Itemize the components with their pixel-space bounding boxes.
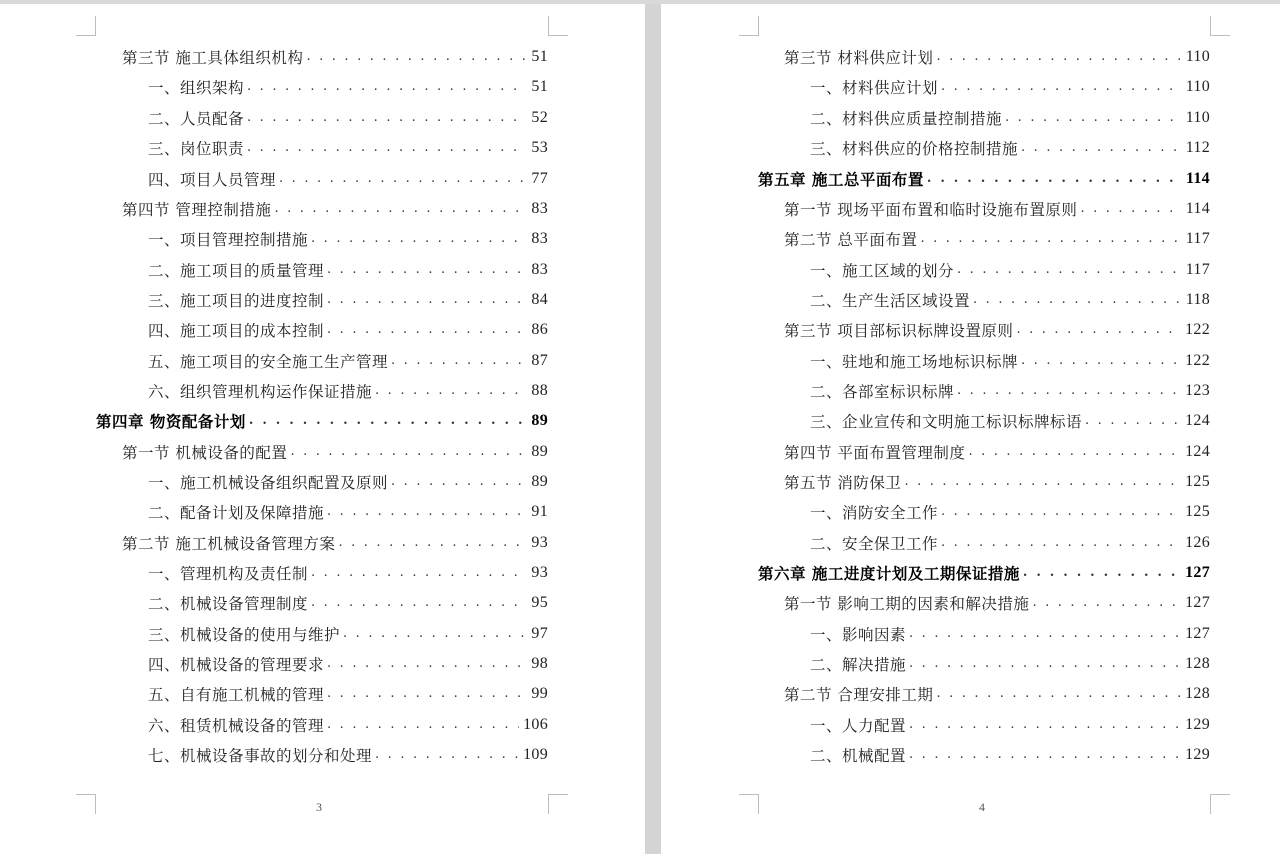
toc-leader-dots bbox=[941, 72, 1182, 102]
toc-leader-dots bbox=[957, 255, 1182, 285]
toc-entry[interactable] bbox=[784, 679, 1210, 709]
toc-entry-title: 七、机械设备事故的划分和处理 bbox=[148, 747, 373, 766]
margin-corner-top-left bbox=[739, 16, 759, 36]
toc-entry[interactable] bbox=[148, 558, 548, 588]
toc-entry[interactable] bbox=[122, 437, 548, 467]
toc-entry-title: 六、组织管理机构运作保证措施 bbox=[148, 382, 373, 401]
toc-entry[interactable] bbox=[148, 619, 548, 649]
margin-corner-bottom-left bbox=[76, 794, 96, 814]
toc-entry-title: 一、人力配置 bbox=[810, 716, 907, 735]
toc-entry[interactable] bbox=[810, 103, 1210, 133]
toc-leader-dots bbox=[1080, 194, 1181, 224]
toc-entry[interactable] bbox=[758, 163, 1210, 193]
toc-entry[interactable] bbox=[148, 103, 548, 133]
toc-entry-page: 77 bbox=[531, 169, 548, 187]
toc-entry-page: 106 bbox=[523, 715, 548, 733]
toc-leader-dots bbox=[327, 649, 527, 679]
page-gutter bbox=[645, 4, 661, 854]
toc-leader-dots bbox=[941, 497, 1181, 527]
toc-entry-page: 51 bbox=[531, 48, 548, 66]
toc-entry-title: 一、施工区域的划分 bbox=[810, 261, 955, 280]
toc-entry-title: 二、安全保卫工作 bbox=[810, 534, 939, 553]
toc-entry-page: 124 bbox=[1185, 442, 1210, 460]
toc-entry-title: 第一节 机械设备的配置 bbox=[122, 443, 288, 462]
toc-entry-page: 125 bbox=[1185, 473, 1210, 491]
toc-entry[interactable] bbox=[148, 72, 548, 102]
page-number: 3 bbox=[316, 800, 322, 814]
toc-entry-page: 129 bbox=[1185, 746, 1210, 764]
toc-leader-dots bbox=[249, 406, 527, 436]
toc-leader-dots bbox=[968, 437, 1181, 467]
toc-entry-title: 第三节 项目部标识标牌设置原则 bbox=[784, 322, 1014, 341]
toc-entry-page: 83 bbox=[531, 199, 548, 217]
toc-entry-page: 98 bbox=[531, 655, 548, 673]
toc-entry-title: 二、材料供应质量控制措施 bbox=[810, 109, 1003, 128]
margin-corner-top-right bbox=[1210, 16, 1230, 36]
toc-entry-title: 三、施工项目的进度控制 bbox=[148, 291, 325, 310]
toc-entry-page: 117 bbox=[1185, 260, 1210, 278]
toc-leader-dots bbox=[290, 437, 527, 467]
toc-leader-dots bbox=[909, 619, 1181, 649]
toc-entry-title: 二、机械配置 bbox=[810, 747, 907, 766]
toc-leader-dots bbox=[1085, 406, 1181, 436]
toc-entry-page: 97 bbox=[531, 624, 548, 642]
toc-entry-title: 三、企业宣传和文明施工标识标牌标语 bbox=[810, 413, 1083, 432]
toc-entry-page: 127 bbox=[1185, 564, 1210, 582]
toc-entry[interactable] bbox=[810, 346, 1210, 376]
toc-entry[interactable] bbox=[148, 467, 548, 497]
toc-leader-dots bbox=[1032, 588, 1181, 618]
toc-entry[interactable] bbox=[122, 528, 548, 558]
toc-entry[interactable] bbox=[784, 42, 1210, 72]
toc-leader-dots bbox=[327, 497, 527, 527]
toc-entry-title: 一、施工机械设备组织配置及原则 bbox=[148, 474, 389, 493]
toc-entry[interactable] bbox=[148, 710, 548, 740]
toc-entry[interactable] bbox=[810, 285, 1210, 315]
toc-leader-dots bbox=[1021, 346, 1181, 376]
toc-entry-page: 99 bbox=[531, 685, 548, 703]
toc-entry-page: 114 bbox=[1185, 169, 1210, 187]
toc-leader-dots bbox=[327, 315, 527, 345]
toc-entry[interactable] bbox=[148, 346, 548, 376]
toc-entry[interactable] bbox=[122, 42, 548, 72]
toc-entry-page: 129 bbox=[1185, 715, 1210, 733]
toc-leader-dots bbox=[941, 528, 1181, 558]
toc-entry-page: 112 bbox=[1185, 139, 1210, 157]
toc-entry-title: 第二节 总平面布置 bbox=[784, 231, 918, 250]
toc-entry-title: 一、组织架构 bbox=[148, 79, 245, 98]
toc-leader-dots bbox=[327, 679, 527, 709]
toc-entry-title: 一、影响因素 bbox=[810, 625, 907, 644]
toc-entry[interactable] bbox=[148, 133, 548, 163]
toc-entry-page: 88 bbox=[531, 381, 548, 399]
toc-leader-dots bbox=[311, 558, 527, 588]
toc-entry-title: 一、消防安全工作 bbox=[810, 504, 939, 523]
toc-entry-page: 110 bbox=[1185, 108, 1210, 126]
toc-entry-page: 110 bbox=[1185, 48, 1210, 66]
toc-entry-page: 127 bbox=[1185, 594, 1210, 612]
toc-entry-title: 第四章 物资配备计划 bbox=[96, 412, 246, 432]
toc-entry[interactable] bbox=[148, 588, 548, 618]
toc-entry[interactable] bbox=[148, 679, 548, 709]
toc-entry-title: 第五章 施工总平面布置 bbox=[758, 169, 924, 189]
toc-entry[interactable] bbox=[122, 194, 548, 224]
toc-leader-dots bbox=[391, 346, 527, 376]
toc-leader-dots bbox=[306, 42, 527, 72]
margin-corner-bottom-right bbox=[1210, 794, 1230, 814]
toc-entry[interactable] bbox=[810, 649, 1210, 679]
toc-leader-dots bbox=[274, 194, 527, 224]
toc-entry-page: 93 bbox=[531, 564, 548, 582]
toc-entry[interactable] bbox=[810, 619, 1210, 649]
toc-leader-dots bbox=[1023, 558, 1181, 588]
toc-entry-page: 95 bbox=[531, 594, 548, 612]
toc-entry-page: 123 bbox=[1185, 381, 1210, 399]
toc-entry[interactable] bbox=[784, 194, 1210, 224]
toc-entry-title: 第三节 材料供应计划 bbox=[784, 49, 934, 68]
page-number: 4 bbox=[979, 800, 985, 814]
toc-entry[interactable] bbox=[148, 649, 548, 679]
toc-entry[interactable] bbox=[784, 224, 1210, 254]
toc-entry[interactable] bbox=[810, 740, 1210, 770]
toc-leader-dots bbox=[247, 133, 527, 163]
toc-entry-title: 二、施工项目的质量管理 bbox=[148, 261, 325, 280]
toc-entry-title: 第六章 施工进度计划及工期保证措施 bbox=[758, 564, 1020, 584]
toc-leader-dots bbox=[327, 710, 519, 740]
toc-leader-dots bbox=[1021, 133, 1182, 163]
toc-leader-dots bbox=[957, 376, 1181, 406]
toc-entry-page: 125 bbox=[1185, 503, 1210, 521]
toc-entry-page: 124 bbox=[1185, 412, 1210, 430]
toc-leader-dots bbox=[936, 679, 1181, 709]
toc-entry[interactable] bbox=[810, 133, 1210, 163]
toc-entry[interactable] bbox=[96, 406, 548, 436]
toc-entry-page: 89 bbox=[531, 412, 548, 430]
document-page-left bbox=[0, 4, 645, 854]
toc-entry-title: 五、自有施工机械的管理 bbox=[148, 686, 325, 705]
toc-entry-title: 三、材料供应的价格控制措施 bbox=[810, 140, 1019, 159]
toc-entry-title: 四、施工项目的成本控制 bbox=[148, 322, 325, 341]
toc-entry-title: 第五节 消防保卫 bbox=[784, 474, 902, 493]
toc-entry-title: 二、各部室标识标牌 bbox=[810, 382, 955, 401]
margin-corner-bottom-left bbox=[739, 794, 759, 814]
toc-leader-dots bbox=[247, 72, 527, 102]
toc-entry-page: 126 bbox=[1185, 533, 1210, 551]
toc-entry-title: 二、解决措施 bbox=[810, 656, 907, 675]
toc-leader-dots bbox=[391, 467, 527, 497]
toc-leader-dots bbox=[920, 224, 1181, 254]
toc-entry-title: 第一节 影响工期的因素和解决措施 bbox=[784, 595, 1030, 614]
toc-entry-title: 三、岗位职责 bbox=[148, 140, 245, 159]
toc-entry-page: 128 bbox=[1185, 655, 1210, 673]
toc-entry-page: 51 bbox=[531, 78, 548, 96]
toc-entry[interactable] bbox=[148, 285, 548, 315]
toc-entry[interactable] bbox=[810, 497, 1210, 527]
toc-entry-page: 114 bbox=[1185, 199, 1210, 217]
toc-entry-title: 一、管理机构及责任制 bbox=[148, 565, 309, 584]
toc-entry-page: 128 bbox=[1185, 685, 1210, 703]
toc-entry[interactable] bbox=[148, 376, 548, 406]
toc-leader-dots bbox=[927, 164, 1182, 194]
toc-leader-dots bbox=[973, 285, 1182, 315]
toc-leader-dots bbox=[909, 649, 1181, 679]
toc-entry[interactable] bbox=[810, 254, 1210, 284]
toc-entry-page: 118 bbox=[1185, 290, 1210, 308]
toc-entry-page: 117 bbox=[1185, 230, 1210, 248]
toc-entry-title: 五、施工项目的安全施工生产管理 bbox=[148, 352, 389, 371]
toc-entry-title: 第二节 施工机械设备管理方案 bbox=[122, 534, 336, 553]
toc-leader-dots bbox=[327, 285, 527, 315]
toc-entry-title: 二、人员配备 bbox=[148, 109, 245, 128]
toc-entry[interactable] bbox=[810, 72, 1210, 102]
toc-entry[interactable] bbox=[784, 437, 1210, 467]
toc-entry-title: 二、机械设备管理制度 bbox=[148, 595, 309, 614]
toc-entry-page: 84 bbox=[531, 290, 548, 308]
toc-entry-title: 一、项目管理控制措施 bbox=[148, 231, 309, 250]
toc-entry-page: 52 bbox=[531, 108, 548, 126]
toc-entry[interactable] bbox=[148, 497, 548, 527]
toc-entry-page: 87 bbox=[531, 351, 548, 369]
toc-leader-dots bbox=[279, 164, 527, 194]
toc-entry[interactable] bbox=[148, 224, 548, 254]
toc-leader-dots bbox=[375, 740, 519, 770]
toc-leader-dots bbox=[375, 376, 527, 406]
toc-entry[interactable] bbox=[784, 588, 1210, 618]
toc-entry-title: 第四节 管理控制措施 bbox=[122, 200, 272, 219]
toc-entry-title: 四、机械设备的管理要求 bbox=[148, 656, 325, 675]
toc-entry-page: 122 bbox=[1185, 321, 1210, 339]
toc-entry[interactable] bbox=[784, 315, 1210, 345]
toc-entry-title: 第三节 施工具体组织机构 bbox=[122, 49, 304, 68]
margin-corner-top-left bbox=[76, 16, 96, 36]
toc-leader-dots bbox=[311, 224, 527, 254]
toc-entry[interactable] bbox=[810, 406, 1210, 436]
toc-leader-dots bbox=[1005, 103, 1182, 133]
toc-entry[interactable] bbox=[810, 710, 1210, 740]
toc-entry[interactable] bbox=[148, 315, 548, 345]
toc-leader-dots bbox=[909, 710, 1181, 740]
toc-leader-dots bbox=[909, 740, 1181, 770]
toc-entry-page: 91 bbox=[531, 503, 548, 521]
toc-entry-page: 110 bbox=[1185, 78, 1210, 96]
toc-leader-dots bbox=[904, 467, 1181, 497]
toc-entry[interactable] bbox=[148, 740, 548, 770]
margin-corner-bottom-right bbox=[548, 794, 568, 814]
toc-entry-page: 122 bbox=[1185, 351, 1210, 369]
toc-entry-page: 127 bbox=[1185, 624, 1210, 642]
toc-entry-title: 二、生产生活区域设置 bbox=[810, 291, 971, 310]
toc-entry-title: 第四节 平面布置管理制度 bbox=[784, 443, 966, 462]
toc-entry-title: 第一节 现场平面布置和临时设施布置原则 bbox=[784, 200, 1078, 219]
margin-corner-top-right bbox=[548, 16, 568, 36]
toc-entry[interactable] bbox=[148, 163, 548, 193]
toc-leader-dots bbox=[247, 103, 527, 133]
toc-leader-dots bbox=[338, 528, 527, 558]
toc-entry-title: 四、项目人员管理 bbox=[148, 170, 277, 189]
toc-entry-page: 89 bbox=[531, 442, 548, 460]
toc-entry-title: 三、机械设备的使用与维护 bbox=[148, 625, 341, 644]
toc-entry-page: 89 bbox=[531, 473, 548, 491]
toc-entry[interactable] bbox=[810, 376, 1210, 406]
toc-entry-title: 一、驻地和施工场地标识标牌 bbox=[810, 352, 1019, 371]
toc-entry-page: 93 bbox=[531, 533, 548, 551]
toc-entry-page: 83 bbox=[531, 230, 548, 248]
toc-entry-title: 六、租赁机械设备的管理 bbox=[148, 716, 325, 735]
toc-entry-title: 一、材料供应计划 bbox=[810, 79, 939, 98]
toc-leader-dots bbox=[1016, 315, 1181, 345]
toc-entry-page: 53 bbox=[531, 139, 548, 157]
toc-entry-title: 二、配备计划及保障措施 bbox=[148, 504, 325, 523]
toc-entry[interactable] bbox=[758, 558, 1210, 588]
toc-leader-dots bbox=[311, 588, 527, 618]
toc-leader-dots bbox=[327, 255, 527, 285]
toc-entry-page: 83 bbox=[531, 260, 548, 278]
toc-leader-dots bbox=[936, 42, 1181, 72]
toc-entry-page: 109 bbox=[523, 746, 548, 764]
toc-entry[interactable] bbox=[148, 254, 548, 284]
document-page-right bbox=[661, 4, 1280, 854]
toc-entry[interactable] bbox=[810, 528, 1210, 558]
toc-entry-title: 第二节 合理安排工期 bbox=[784, 686, 934, 705]
toc-entry[interactable] bbox=[784, 467, 1210, 497]
toc-entry-page: 86 bbox=[531, 321, 548, 339]
toc-leader-dots bbox=[343, 619, 527, 649]
